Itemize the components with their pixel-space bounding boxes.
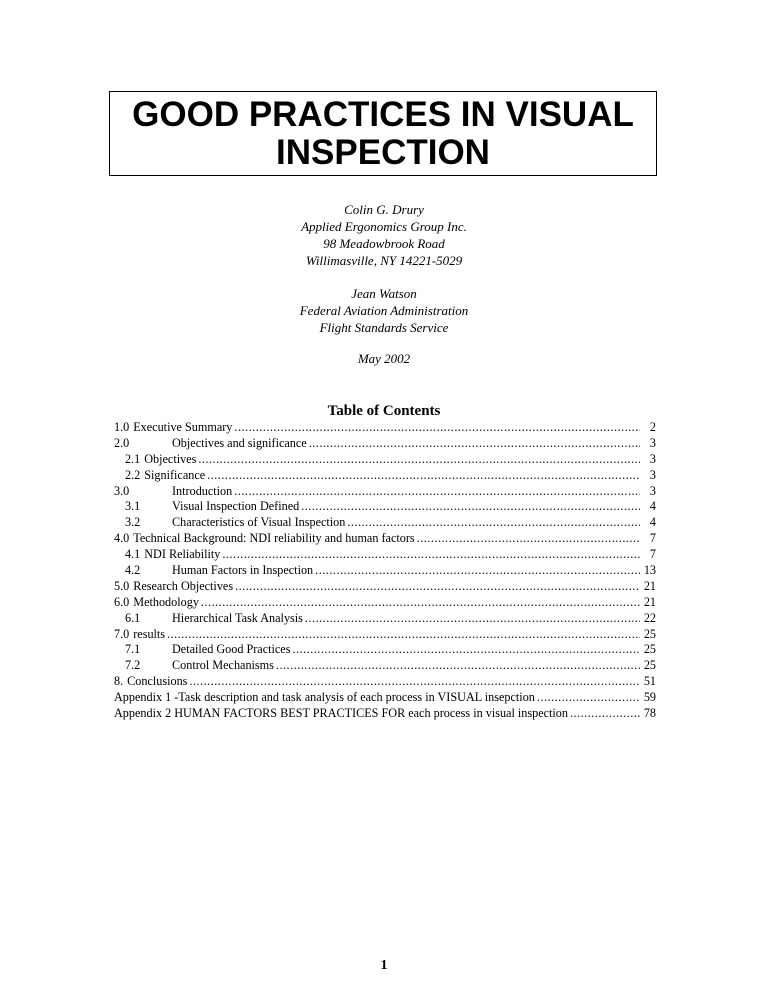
toc-leader [292, 642, 640, 658]
toc-title: Characteristics of Visual Inspection [172, 515, 346, 530]
toc-entry[interactable] [114, 468, 656, 484]
author-block-1 [0, 201, 768, 269]
toc-leader [201, 595, 640, 611]
toc-entry[interactable] [114, 499, 656, 515]
toc-entry[interactable] [114, 452, 656, 468]
toc-entry[interactable] [114, 658, 656, 674]
document-title [109, 91, 657, 176]
toc-leader [309, 436, 640, 452]
toc-number: 7.0 [114, 626, 130, 641]
toc-leader [347, 515, 640, 531]
toc-page: 25 [643, 642, 656, 657]
toc-number: 4.1 [125, 547, 141, 562]
toc-number: 1.0 [114, 420, 130, 434]
toc-title: results [133, 626, 166, 641]
toc-leader [198, 452, 640, 468]
toc-title: Objectives and significance [172, 435, 307, 450]
toc-page: 7 [649, 547, 656, 562]
toc-leader [235, 579, 640, 595]
toc-number: 6.0 [114, 594, 130, 609]
toc-number: 7.1 [125, 642, 141, 657]
toc-page: 21 [643, 594, 656, 609]
toc-number: 7.2 [125, 658, 141, 673]
toc-entry[interactable] [114, 515, 656, 531]
author-name: Jean Watson [351, 286, 417, 301]
publication-date [0, 350, 768, 367]
toc-title: Methodology [133, 594, 199, 609]
toc-title: Hierarchical Task Analysis [172, 610, 303, 625]
toc-entry[interactable] [114, 563, 656, 579]
toc-entry[interactable] [114, 420, 656, 436]
toc-leader [234, 484, 640, 500]
toc-leader [570, 706, 640, 722]
toc-page: 25 [643, 626, 656, 641]
toc-title: Detailed Good Practices [172, 642, 291, 657]
toc-leader [301, 499, 640, 515]
toc-page: 25 [643, 658, 656, 673]
toc-page: 21 [643, 578, 656, 593]
toc-title: Significance [144, 467, 206, 482]
toc-page: 3 [649, 483, 656, 498]
author-block-2 [0, 285, 768, 336]
toc-page: 51 [643, 674, 656, 689]
toc-leader [167, 627, 640, 643]
toc-page: 3 [649, 467, 656, 482]
toc-leader [305, 611, 640, 627]
toc-entry[interactable] [114, 690, 656, 706]
toc-page: 13 [643, 563, 656, 578]
title-line-2: INSPECTION [276, 133, 490, 172]
toc-leader [189, 674, 640, 690]
author-organization: Applied Ergonomics Group Inc. [301, 219, 467, 234]
toc-entry[interactable] [114, 642, 656, 658]
toc-page: 4 [649, 515, 656, 530]
toc-number: 3.1 [125, 499, 141, 514]
toc-entry[interactable] [114, 595, 656, 611]
title-line-1: GOOD PRACTICES IN VISUAL [132, 95, 634, 134]
toc-number: 5.0 [114, 578, 130, 593]
toc-number: 2.0 [114, 435, 130, 450]
toc-entry[interactable] [114, 627, 656, 643]
toc-title: Executive Summary [133, 420, 233, 434]
toc-heading: Table of Contents [327, 403, 441, 419]
toc-leader [276, 658, 640, 674]
toc-page: 3 [649, 451, 656, 466]
toc-leader [537, 690, 640, 706]
author-city: Willimasville, NY 14221-5029 [305, 253, 463, 268]
toc-entry[interactable] [114, 706, 656, 722]
toc-number: 6.1 [125, 610, 141, 625]
toc-page: 22 [643, 610, 656, 625]
toc-leader [207, 468, 640, 484]
toc-entry[interactable] [114, 674, 656, 690]
toc-leader [234, 420, 640, 436]
table-of-contents [114, 420, 656, 722]
toc-leader [315, 563, 640, 579]
toc-title: Appendix 1 -Task description and task analysis of each process in VISUAL insepction [114, 690, 535, 705]
toc-entry[interactable] [114, 611, 656, 627]
toc-number: 3.2 [125, 515, 141, 530]
author-department: Flight Standards Service [319, 320, 449, 335]
toc-page: 3 [649, 435, 656, 450]
toc-entry[interactable] [114, 579, 656, 595]
author-name: Colin G. Drury [344, 202, 424, 217]
toc-title: Research Objectives [133, 578, 234, 593]
toc-title: Human Factors in Inspection [172, 563, 314, 578]
toc-leader [417, 531, 640, 547]
toc-number: 3.0 [114, 483, 130, 498]
toc-title: NDI Reliability [144, 547, 221, 562]
page-number: 1 [380, 958, 388, 973]
toc-page: 7 [649, 531, 656, 546]
toc-number: 4.2 [125, 563, 141, 578]
toc-entry[interactable] [114, 484, 656, 500]
toc-number: 2.1 [125, 451, 141, 466]
toc-title: Conclusions [127, 674, 188, 689]
date-text: May 2002 [357, 351, 411, 366]
toc-title: Technical Background: NDI reliability and human factors [133, 531, 415, 546]
toc-page: 2 [649, 420, 656, 434]
toc-number: 2.2 [125, 467, 141, 482]
toc-entry[interactable] [114, 436, 656, 452]
toc-page: 78 [643, 706, 656, 721]
toc-title: Objectives [144, 451, 197, 466]
toc-title: Appendix 2 HUMAN FACTORS BEST PRACTICES FOR each process in visual inspection [114, 706, 568, 721]
toc-page: 4 [649, 499, 656, 514]
toc-title: Visual Inspection Defined [172, 499, 300, 514]
toc-leader [222, 547, 640, 563]
toc-page: 59 [643, 690, 656, 705]
author-street: 98 Meadowbrook Road [323, 236, 445, 251]
toc-entry[interactable] [114, 531, 656, 547]
author-organization: Federal Aviation Administration [299, 303, 469, 318]
toc-title: Control Mechanisms [172, 658, 274, 673]
toc-number: 4.0 [114, 531, 130, 546]
toc-number: 8. [114, 674, 124, 689]
toc-title: Introduction [172, 483, 233, 498]
toc-entry[interactable] [114, 547, 656, 563]
